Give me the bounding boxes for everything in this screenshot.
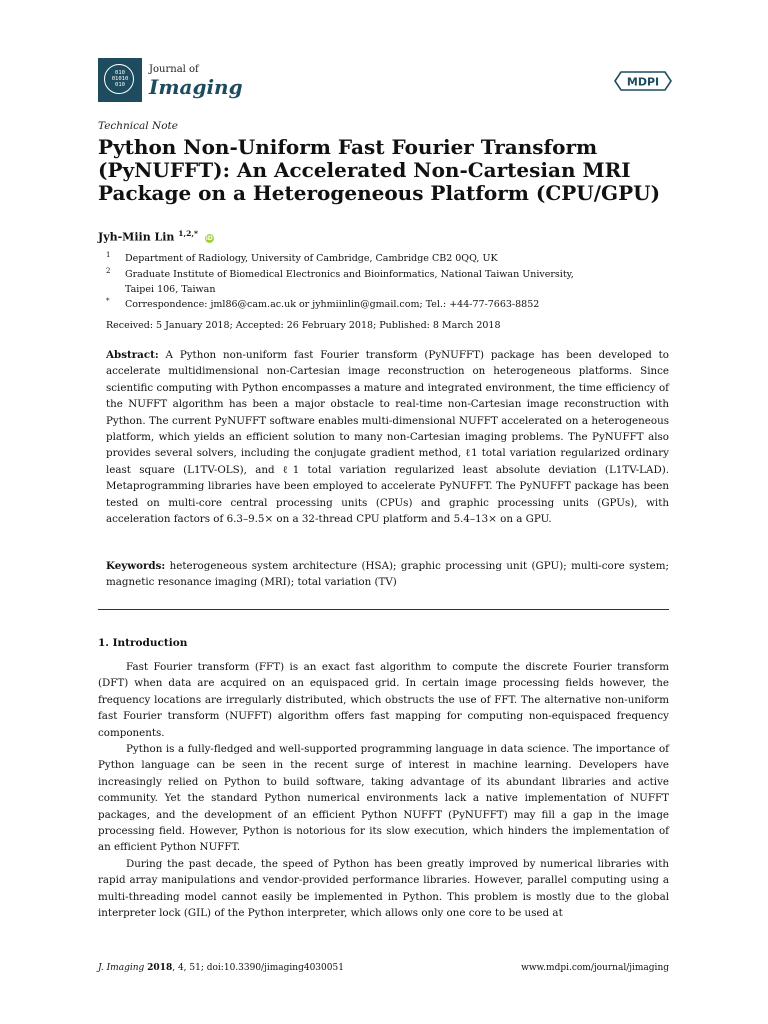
affiliation-mark: 2 — [106, 267, 111, 275]
abstract-text: A Python non-uniform fast Fourier transform (PyNUFFT) package has been developed to accelerate multidimensional non-Cartesian image reconstruction on heterogeneous platforms. Since scientific computing with Python encompasses a mature and integrated environment, the time efficiency of the NUFFT algorithm has been a major obstacle to real-time non-Cartesian image reconstruction with Python. The current PyNUFFT software enables multi-dimensional NUFFT accelerated on a heterogeneous platform, which yields an efficient solution to many non-Cartesian imaging problems. The PyNUFFT also provides several solvers, including the conjugate gradient method, ℓ1 total variation regularized ordinary least square (L1TV-OLS), and ℓ1 total variation regularized least absolute deviation (L1TV-LAD). Metaprogramming libraries have been employed to accelerate PyNUFFT. The PyNUFFT package has been tested on multi-core central processing units (CPUs) and graphic processing units (GPUs), with acceleration factors of 6.3–9.5× on a 32-thread CPU platform and 5.4–13× on a GPU. — [106, 349, 669, 526]
logo-bits — [98, 70, 142, 88]
logo-bits-line: 010 — [115, 70, 125, 76]
logo-bits-line: 01010 — [111, 76, 129, 82]
author-affiliation-marks: 1,2,* — [178, 229, 198, 238]
logo-bits-line: 010 — [115, 82, 125, 88]
abstract-label: Abstract: — [106, 349, 159, 361]
mdpi-logo-text: MDPI — [626, 75, 660, 89]
affiliation-text: Graduate Institute of Biomedical Electronics and Bioinformatics, National Taiwan University, Taipei 106, Taiwan — [125, 269, 574, 295]
author-line — [98, 229, 214, 244]
keywords — [106, 558, 669, 591]
citation-details: , 4, 51; doi:10.3390/jimaging4030051 — [172, 963, 344, 973]
section-divider — [98, 609, 669, 610]
journal-name: Imaging — [149, 75, 243, 99]
journal-logo — [98, 58, 142, 102]
citation-journal: J. Imaging — [98, 963, 145, 973]
publication-dates: Received: 5 January 2018; Accepted: 26 February 2018; Published: 8 March 2018 — [106, 320, 501, 331]
keywords-text: heterogeneous system architecture (HSA); graphic processing unit (GPU); multi-core system; magnetic resonance imaging (MRI); total variation (TV) — [106, 560, 670, 589]
article-type: Technical Note — [98, 120, 178, 132]
body-paragraph: During the past decade, the speed of Python has been greatly improved by numerical libraries with rapid array manipulations and vendor-provided performance libraries. However, parallel computing using a multi-threading model cannot easily be implemented in Python. This problem is mostly due to the global interpreter lock (GIL) of the Python interpreter, which allows only one core to be used at — [98, 858, 669, 920]
affiliation-text: Department of Radiology, University of Cambridge, Cambridge CB2 0QQ, UK — [125, 253, 498, 264]
keywords-label: Keywords: — [106, 560, 166, 572]
body-paragraph: Python is a fully-fledged and well-supported programming language in data science. The importance of Python language can be seen in the recent surge of interest in machine learning. Developers have increasingly relied on Python to build software, taking advantage of its abundant libraries and active community. Yet the standard Python numerical environments lack a native implementation of NUFFT packages, and the development of an efficient Python NUFFT (PyNUFFT) may fill a gap in the image processing field. However, Python is notorious for its slow execution, which hinders the implementation of an efficient Python NUFFT. — [98, 743, 669, 854]
author-name: Jyh-Miin Lin — [98, 230, 175, 244]
article-title: Python Non-Uniform Fast Fourier Transform (PyNUFFT): An Accelerated Non-Cartesian MRI Package on a Heterogeneous Platform (CPU/GPU) — [98, 135, 661, 205]
journal-of-label: Journal of — [149, 64, 199, 75]
section-heading: 1. Introduction — [98, 637, 188, 649]
orcid-icon[interactable]: iD — [205, 234, 213, 242]
affiliation-mark: 1 — [106, 251, 111, 259]
mdpi-logo — [613, 70, 673, 92]
affiliation-mark: * — [106, 297, 110, 305]
body-paragraph: Fast Fourier transform (FFT) is an exact fast algorithm to compute the discrete Fourier transform (DFT) when data are acquired on an equispaced grid. In certain image processing fields however, the frequency locations are irregularly distributed, which obstructs the use of FFT. The alternative non-uniform fast Fourier transform (NUFFT) algorithm offers fast mapping for computing non-equispaced frequency components. — [98, 661, 669, 739]
abstract — [106, 347, 669, 527]
correspondence-text: Correspondence: jml86@cam.ac.uk or jyhmiinlin@gmail.com; Tel.: +44-77-7663-8852 — [125, 299, 540, 310]
citation-year: 2018 — [147, 963, 173, 973]
journal-url[interactable]: www.mdpi.com/journal/jimaging — [521, 963, 669, 973]
citation — [98, 963, 344, 973]
